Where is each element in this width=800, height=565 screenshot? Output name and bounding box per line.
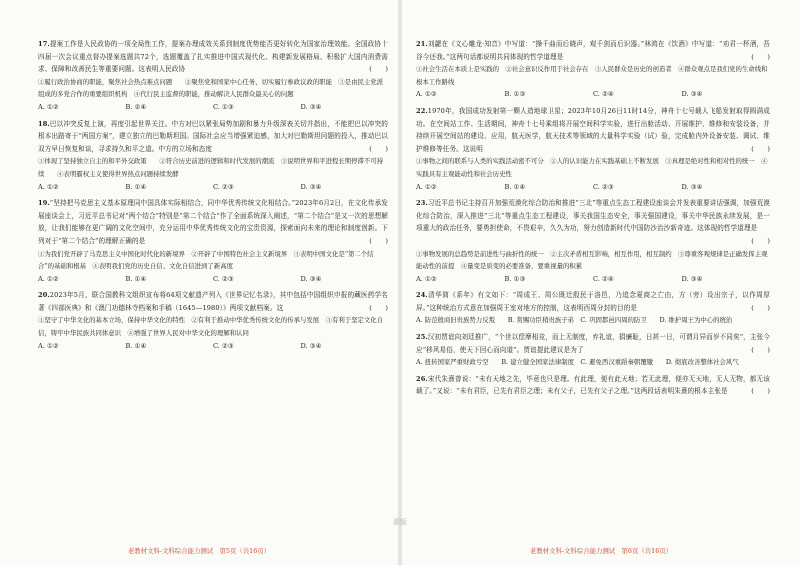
question-stem: [416, 197, 770, 245]
question-text: 提案工作是人民政协的一项全局性工作，提案办理成效关系到制度优势能否更好转化为国家治理效能。全国政协十四届一次会议重点督办提案选题共72个，选题覆盖了扎实推进中国式现代化、构建新发展格局、积极扩大国内消费需求、保障和改善民生等重要问题。这表明人民政协: [38, 40, 388, 74]
question-number: 24.: [416, 291, 428, 300]
answer-options: [38, 181, 388, 194]
answer-option: B. ①④: [504, 182, 526, 191]
answer-options: [38, 101, 388, 114]
answer-option: A. ①②: [416, 182, 437, 191]
answer-blank: ( ): [369, 65, 388, 74]
question-stem: [416, 373, 770, 398]
left-page: [0, 0, 398, 565]
statement-list: A. 扭转国家严重财政亏空 B. 建立健全国家法律制度 C. 避免西汉重蹈秦朝覆辙 D. 彻底改善整体社会风气: [416, 358, 739, 367]
answer-options: [416, 88, 770, 101]
question-text: “坚持把马克思主义基本原理同中国具体实际相结合，同中华优秀传统文化相结合。”2023年6月2日，在文化传承发展座谈会上，习近平总书记对“两个结合”特别是“第二个结合”作了全面系统深入阐述，“第二个结合”是又一次的思想解放，让我们能够在更广阔的文化空间中，充分运用中华优秀传统文化的宝贵资源，探索面向未来的理论和制度创新。下列对于“第二个结合”的理解正确的是: [38, 199, 388, 245]
answer-blank: ( ): [751, 303, 770, 312]
question-number: 22.: [416, 106, 428, 115]
answer-option: C. ②③: [213, 182, 234, 191]
question-text: 1970年，我国成功发射第一颗人造地球卫星；2023年10月26日11时14分，神舟十七号载人飞船发射取得圆满成功。在空间站工作、生活期间，神舟十七号乘组将开展空间科学实验，进行出舱活动、开展维护、维修和安装设备，并持续开展空间站的建设、应用，航天医学，航天技术等领域的大量科学实验（试）验，完成舱内外设备安装、调试、维护维修等任务。这说明: [416, 106, 770, 153]
statement-list: ①坚守了中华文化的基本立场，保持中华文化的特性 ②有利于推动中华优秀传统文化的传承与发展 ③有利于坚定文化自信，铸牢中华民族共同体意识 ④增强了世界人民对中华文化的理解和认同: [38, 316, 384, 338]
question-number: 23.: [416, 199, 428, 208]
watermark: 源版: [393, 518, 407, 526]
answer-option: C. ②④: [593, 274, 614, 283]
question-number: 20.: [38, 291, 50, 300]
answer-option: A. ①②: [38, 274, 59, 283]
answer-options: [38, 340, 388, 353]
answer-option: C. ②③: [593, 182, 614, 191]
answer-blank: ( ): [751, 387, 770, 396]
answer-option: D. ③④: [300, 274, 322, 283]
statement-list: ①履行政治协商的职能，聚焦社会热点难点问题 ②聚焦党和国家中心任务，切实履行参政议政的职能 ③是由民主党派组成的多党合作的重要组织机构 ④代行民主监督的职能，推动解决人民群众最关心的问题: [38, 77, 384, 99]
question-23: [416, 197, 770, 285]
answer-blank: ( ): [369, 236, 388, 245]
question-text: 汉初贾谊向刘廷推广，“个世以偿摩相竞，而上无制度，弃礼谊，捐廉耻，日甚一日，可谓月异而岁不同矣”，主张今应“移风易俗，使天下回心而向道”。贾谊提此建议是为了: [416, 333, 770, 354]
statement-list: A. 防范殷商旧贵族势力反叛 B. 赏赐功臣稍贵族子弟 C. 巩固都邑四周的防卫 D. 维护周王为中心的统治: [416, 316, 733, 325]
question-18: [38, 118, 388, 194]
answer-blank: ( ): [369, 144, 388, 153]
answer-option: B. ②④: [125, 102, 147, 111]
page-footer: 老教材文科-文科综合能力测试 第6页（共16页）: [529, 547, 673, 555]
question-24: [416, 289, 770, 327]
question-stem: [38, 197, 388, 247]
answer-options: [416, 181, 770, 194]
question-stem: [416, 105, 770, 155]
page-footer: 老教材文科-文科综合能力测试 第5页（共16页）: [127, 547, 271, 555]
answer-option: A. ①②: [38, 182, 59, 191]
answer-blank: ( ): [751, 345, 770, 354]
question-19: [38, 197, 388, 285]
question-text: 清华简《系年》有文如下：“周成王、周公既迁殷民于洛邑，乃追念夏商之亡由，方（旁）设出宗子，以作周厚屏。”这种统治方式意在加强周王室对地方的控制，这表明西周分封的目的是: [416, 291, 770, 312]
answer-option: C. ②③: [213, 341, 234, 350]
question-22: [416, 105, 770, 193]
statement-list: ①体现了坚持独立自主的和平外交政策 ②符合历史前进的逻辑和时代发展的潮流 ③说明世界和平进程长期停滞不可持续 ④表明霸权主义使得世界热点问题持续发酵: [38, 157, 384, 178]
statement-list: ①事物发展的总趋势是前进性与曲折性的统一 ②主次矛盾相互影响，相互作用，相互制约 ③尊重客观规律是正确发挥主观能动性的前提 ④量变是质变的必要准备，要重视量的积累: [416, 249, 768, 271]
statement-list: ①社会生活在本质上是实践的 ②社会意识反作用于社会存在 ③人民群众是历史的创造者 ④群众观点是我们党的生命线和根本工作路线: [416, 65, 768, 86]
question-stem: [416, 331, 770, 356]
answer-option: D. ③④: [681, 182, 703, 191]
question-number: 25.: [416, 333, 428, 342]
question-stem: [38, 289, 388, 314]
answer-blank: ( ): [751, 144, 770, 153]
question-number: 18.: [38, 119, 50, 128]
answer-option: A. ①②: [416, 90, 437, 99]
answer-option: A. ①②: [38, 102, 59, 111]
answer-blank: ( ): [369, 303, 388, 312]
answer-option: C. ①③: [213, 102, 234, 111]
question-17: [38, 38, 388, 114]
answer-option: D. ③④: [300, 182, 322, 191]
answer-option: C. ②④: [593, 90, 614, 99]
answer-option: D. ③④: [300, 341, 322, 350]
answer-option: D. ③④: [681, 274, 703, 283]
question-number: 21.: [416, 40, 428, 48]
answer-option: B. ①④: [125, 274, 147, 283]
question-stem: [38, 38, 388, 76]
answer-option: D. ③④: [681, 90, 703, 99]
answer-option: B. ①④: [125, 182, 147, 191]
question-number: 26.: [416, 374, 428, 383]
question-25: [416, 331, 770, 369]
question-21: [416, 38, 770, 101]
answer-blank: ( ): [751, 236, 770, 245]
answer-option: C. ②③: [213, 274, 234, 283]
question-stem: [416, 289, 770, 314]
answer-options: [416, 273, 770, 286]
answer-option: B. ①③: [504, 90, 526, 99]
question-20: [38, 289, 388, 352]
question-number: 17.: [38, 40, 50, 48]
answer-option: A. ①②: [38, 341, 59, 350]
question-text: 习近平总书记主持召开加强荒漠化综合防治和推进“三北”等重点生态工程建设座谈会并发表重要讲话强调，加强荒漠化综合防治，深入推进“三北”等重点生态工程建设，事关我国生态安全，事关强国建设，事关中华民族永续发展，是一项重大的政治任务，要勇担使命，不畏艰辛，久久为功，努力创造新时代中国防沙治沙新奇迹。这体现的哲学道理是: [416, 199, 770, 233]
question-26: [416, 373, 770, 398]
question-text: 巴以冲突反复上演，再度引起世界关注。中方对巴以紧张局势加剧和暴力升级深表关切并指出，不能把巴以冲突的根本出路寄于“两国方案”，建立独立的巴勒斯坦国。国际社会应当增强紧迫感，加大对巴勒斯坦问题的投入，推动巴以双方早日恢复和谈，寻求持久和平之道。中方的立场和态度: [38, 119, 388, 153]
answer-option: D. ③④: [300, 102, 322, 111]
question-text: 宋代朱熹曾说：“未有天地之先，毕竟也只是理。有此理，便有此天地；若无此理，便亦无天地，无人无物，都无该载了。”又说：“未有君臣，已先有君臣之理；未有父子，已先有父子之理。”这两段话表明朱熹的根本主张是: [416, 374, 770, 396]
answer-blank: ( ): [751, 52, 770, 61]
question-stem: [416, 38, 770, 63]
question-stem: [38, 118, 388, 156]
question-text: 刘勰在《文心雕龙·知音》中写道：“操千曲而后晓声，观千剑而后识器。”林鸿在《饮酒》中写道：“劝君一杯酒，吾谷今还我。”这两句话都说明共同体现的哲学道理是: [416, 40, 770, 61]
answer-option: B. ①③: [504, 274, 526, 283]
statement-list: ①为我们党开辟了马克思主义中国化时代化的新境界 ②开辟了中国特色社会主义新境界 ③表明中国文化是“第二个结合”的基础和根基 ④表明我们党的历史自信、文化自信进到了新高度: [38, 249, 374, 271]
statement-list: ①事物之间的联系与人类的实践活动密不可分 ②人的认识能力在实践基础上不断发展 ③真理是绝对性和相对性的统一 ④实践具有主观能动性和社会历史性: [416, 157, 768, 178]
answer-options: [38, 273, 388, 286]
answer-option: A. ①②: [416, 274, 437, 283]
question-text: 2023年5月，联合国教科文组织宣布将64项文献遗产列入《世界记忆名录》，其中包括中国组织申报的藏医药学名著《四部医典》和《澳门功德林寺档案和手稿（1645—1980）》两项文献档案。这: [38, 291, 388, 312]
right-page: [402, 0, 800, 565]
answer-option: B. ①④: [125, 341, 147, 350]
question-number: 19.: [38, 199, 50, 208]
